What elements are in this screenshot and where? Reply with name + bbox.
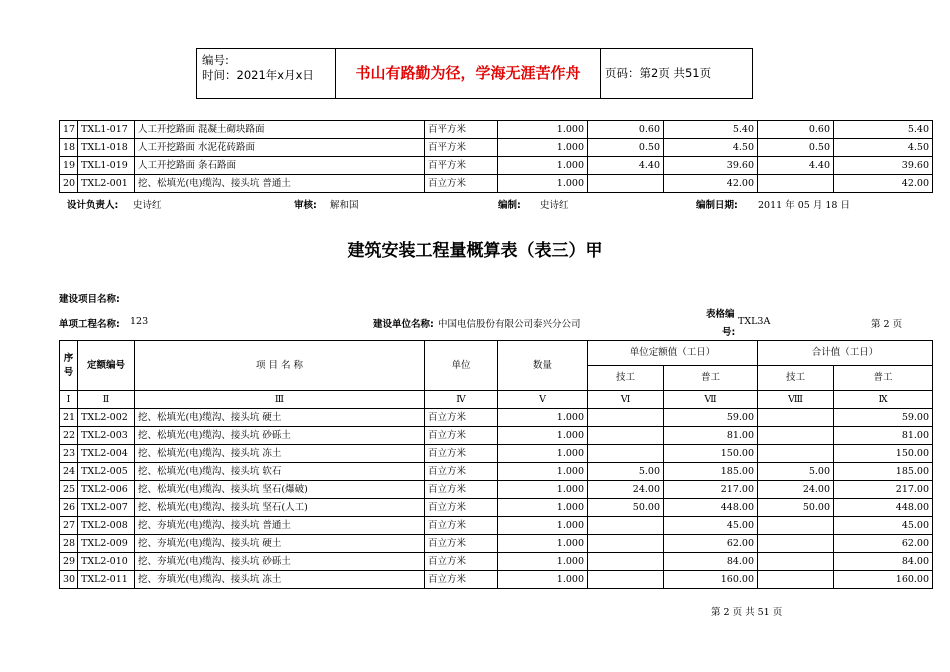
gen-total-value: 448.00 [834,499,933,517]
quota-code: TXL1-017 [78,121,135,139]
tech-unit-value: 24.00 [588,481,664,499]
item-name: 挖、松填光(电)缆沟、接头坑 砂砾土 [135,427,425,445]
table-row [60,517,933,535]
quota-code: TXL2-008 [78,517,135,535]
gen-total-value: 4.50 [834,139,933,157]
gen-unit-value: 150.00 [664,445,758,463]
tech-unit-value: 5.00 [588,463,664,481]
roman-numeral-row [60,391,933,409]
tech-unit-value [588,427,664,445]
quantity: 1.000 [498,157,588,175]
gen-total-value: 217.00 [834,481,933,499]
tech-unit-value [588,517,664,535]
quota-code: TXL2-006 [78,481,135,499]
col-header-name: 项 目 名 称 [135,341,425,391]
gen-unit-value: 448.00 [664,499,758,517]
item-name: 挖、松填光(电)缆沟、接头坑 坚石(人工) [135,499,425,517]
item-name: 挖、夯填光(电)缆沟、接头坑 冻土 [135,571,425,589]
tech-unit-value [588,175,664,193]
row-no: 22 [60,427,78,445]
form-no-label-1: 表格编 [706,309,735,320]
quantity: 1.000 [498,517,588,535]
gen-unit-value: 185.00 [664,463,758,481]
col-header-gen-unit: 普工 [664,366,758,391]
row-no: 19 [60,157,78,175]
item-name: 挖、松填光(电)缆沟、接头坑 普通土 [135,175,425,193]
quota-code: TXL2-005 [78,463,135,481]
designer-name: 史诗红 [133,200,162,211]
gen-unit-value: 81.00 [664,427,758,445]
unit: 百立方米 [425,409,498,427]
tech-unit-value: 0.60 [588,121,664,139]
quantity: 1.000 [498,571,588,589]
item-name: 挖、夯填光(电)缆沟、接头坑 硬土 [135,535,425,553]
form-no-label-2: 号: [722,327,736,338]
gen-total-value: 42.00 [834,175,933,193]
header-meta [197,49,336,98]
table-row [60,553,933,571]
unit: 百平方米 [425,121,498,139]
item-name: 人工开挖路面 条石路面 [135,157,425,175]
unit: 百立方米 [425,553,498,571]
tech-unit-value [588,409,664,427]
builder-label: 建设单位名称: [373,319,434,330]
row-no: 27 [60,517,78,535]
gen-unit-value: 39.60 [664,157,758,175]
gen-total-value: 185.00 [834,463,933,481]
tech-unit-value [588,571,664,589]
unit: 百立方米 [425,481,498,499]
number-label: 编号: [202,53,229,67]
gen-total-value: 150.00 [834,445,933,463]
quantity: 1.000 [498,481,588,499]
item-name: 人工开挖路面 混凝土砌块路面 [135,121,425,139]
builder-value: 中国电信股份有限公司泰兴分公司 [438,319,581,330]
quantity: 1.000 [498,427,588,445]
col-header-unit: 单位 [425,341,498,391]
tech-total-value: 0.50 [758,139,834,157]
tech-unit-value: 50.00 [588,499,664,517]
quantity: 1.000 [498,175,588,193]
row-no: 25 [60,481,78,499]
quota-code: TXL2-004 [78,445,135,463]
roman-9: Ⅸ [834,391,933,409]
roman-2: Ⅱ [78,391,135,409]
item-name: 挖、松填光(电)缆沟、接头坑 坚石(爆破) [135,481,425,499]
col-header-code: 定额编号 [78,341,135,391]
designer-signoff [67,197,118,211]
time-label: 时间：2021年x月x日 [202,68,314,82]
gen-total-value: 84.00 [834,553,933,571]
row-no: 29 [60,553,78,571]
quota-code: TXL2-007 [78,499,135,517]
tech-unit-value [588,553,664,571]
tech-total-value [758,409,834,427]
row-no: 30 [60,571,78,589]
page-info: 页码：第2页 共51页 [605,66,712,80]
quota-code: TXL2-011 [78,571,135,589]
gen-total-value: 39.60 [834,157,933,175]
item-name-label: 单项工程名称: [59,319,120,330]
row-no: 26 [60,499,78,517]
col-header-gen-total: 普工 [834,366,933,391]
unit: 百立方米 [425,571,498,589]
quantity: 1.000 [498,499,588,517]
date-label: 编制日期: [696,200,738,211]
tech-unit-value: 0.50 [588,139,664,157]
gen-unit-value: 45.00 [664,517,758,535]
col-header-no: 序 号 [60,341,78,391]
gen-total-value: 45.00 [834,517,933,535]
roman-4: Ⅳ [425,391,498,409]
gen-unit-value: 217.00 [664,481,758,499]
quota-code: TXL2-003 [78,427,135,445]
unit: 百立方米 [425,427,498,445]
table-row [60,409,933,427]
tech-unit-value: 4.40 [588,157,664,175]
row-no: 17 [60,121,78,139]
top-continuation-table [59,120,933,193]
table-row [60,175,933,193]
quota-code: TXL2-010 [78,553,135,571]
row-no: 18 [60,139,78,157]
project-name-label: 建设项目名称: [59,294,120,305]
quantity: 1.000 [498,463,588,481]
table-row [60,499,933,517]
roman-7: Ⅶ [664,391,758,409]
table-row [60,121,933,139]
gen-unit-value: 4.50 [664,139,758,157]
gen-unit-value: 59.00 [664,409,758,427]
tech-unit-value [588,535,664,553]
tech-total-value [758,535,834,553]
item-name: 挖、夯填光(电)缆沟、接头坑 砂砾土 [135,553,425,571]
table-row [60,157,933,175]
gen-total-value: 5.40 [834,121,933,139]
reviewer-label: 审核: [294,200,317,211]
tech-total-value [758,175,834,193]
page-header [196,48,753,99]
col-header-tech-unit: 技工 [588,366,664,391]
tech-unit-value [588,445,664,463]
roman-8: Ⅷ [758,391,834,409]
row-no: 21 [60,409,78,427]
gen-unit-value: 62.00 [664,535,758,553]
date-signoff [696,197,738,211]
col-header-tech-total: 技工 [758,366,834,391]
item-name: 挖、松填光(电)缆沟、接头坑 软石 [135,463,425,481]
col-header-qty: 数量 [498,341,588,391]
reviewer-name: 解和国 [330,200,359,211]
header-row-1 [60,341,933,366]
gen-unit-value: 5.40 [664,121,758,139]
item-name: 人工开挖路面 水泥花砖路面 [135,139,425,157]
item-name: 挖、松填光(电)缆沟、接头坑 冻土 [135,445,425,463]
table-row [60,481,933,499]
tech-total-value: 0.60 [758,121,834,139]
gen-unit-value: 84.00 [664,553,758,571]
quantity: 1.000 [498,553,588,571]
unit: 百平方米 [425,139,498,157]
quantity: 1.000 [498,445,588,463]
unit: 百立方米 [425,517,498,535]
tech-total-value: 50.00 [758,499,834,517]
compile-date: 2011 年 05 月 18 日 [758,200,850,211]
gen-total-value: 59.00 [834,409,933,427]
unit: 百立方米 [425,463,498,481]
item-name: 挖、松填光(电)缆沟、接头坑 硬土 [135,409,425,427]
item-name-value: 123 [130,316,149,327]
unit: 百立方米 [425,499,498,517]
table-row [60,535,933,553]
compiler-name: 史诗红 [540,200,569,211]
table-page: 第 2 页 [871,319,903,330]
compiler-label: 编制: [498,200,521,211]
page-footer: 第 2 页 共 51 页 [711,607,783,618]
row-no: 23 [60,445,78,463]
table-row [60,571,933,589]
roman-6: Ⅵ [588,391,664,409]
tech-total-value [758,571,834,589]
quota-code: TXL1-018 [78,139,135,157]
row-no: 24 [60,463,78,481]
gen-total-value: 160.00 [834,571,933,589]
unit: 百平方米 [425,157,498,175]
tech-total-value [758,553,834,571]
gen-unit-value: 160.00 [664,571,758,589]
form-no-value: TXL3A [738,316,771,327]
item-name: 挖、夯填光(电)缆沟、接头坑 普通土 [135,517,425,535]
quantity-estimate-table [59,340,933,589]
table-row [60,139,933,157]
gen-unit-value: 42.00 [664,175,758,193]
tech-total-value [758,517,834,535]
quota-code: TXL2-001 [78,175,135,193]
quantity: 1.000 [498,409,588,427]
col-header-unit-quota: 单位定额值（工日） [588,341,758,366]
tech-total-value [758,427,834,445]
tech-total-value: 4.40 [758,157,834,175]
reviewer-signoff [294,197,317,211]
roman-5: Ⅴ [498,391,588,409]
roman-3: Ⅲ [135,391,425,409]
quota-code: TXL1-019 [78,157,135,175]
gen-total-value: 81.00 [834,427,933,445]
motto-text: 书山有路勤为径，学海无涯苦作舟 [336,49,601,98]
tech-total-value: 5.00 [758,463,834,481]
quantity: 1.000 [498,535,588,553]
tech-total-value: 24.00 [758,481,834,499]
gen-total-value: 62.00 [834,535,933,553]
quantity: 1.000 [498,139,588,157]
quota-code: TXL2-009 [78,535,135,553]
roman-1: Ⅰ [60,391,78,409]
unit: 百立方米 [425,175,498,193]
table-row [60,463,933,481]
designer-label: 设计负责人: [67,200,119,211]
quota-code: TXL2-002 [78,409,135,427]
unit: 百立方米 [425,535,498,553]
table-row [60,445,933,463]
row-no: 28 [60,535,78,553]
page-title: 建筑安装工程量概算表（表三）甲 [347,241,603,261]
quantity: 1.000 [498,121,588,139]
unit: 百立方米 [425,445,498,463]
table-row [60,427,933,445]
row-no: 20 [60,175,78,193]
tech-total-value [758,445,834,463]
col-header-total: 合计值（工日） [758,341,933,366]
compiler-signoff [498,197,521,211]
